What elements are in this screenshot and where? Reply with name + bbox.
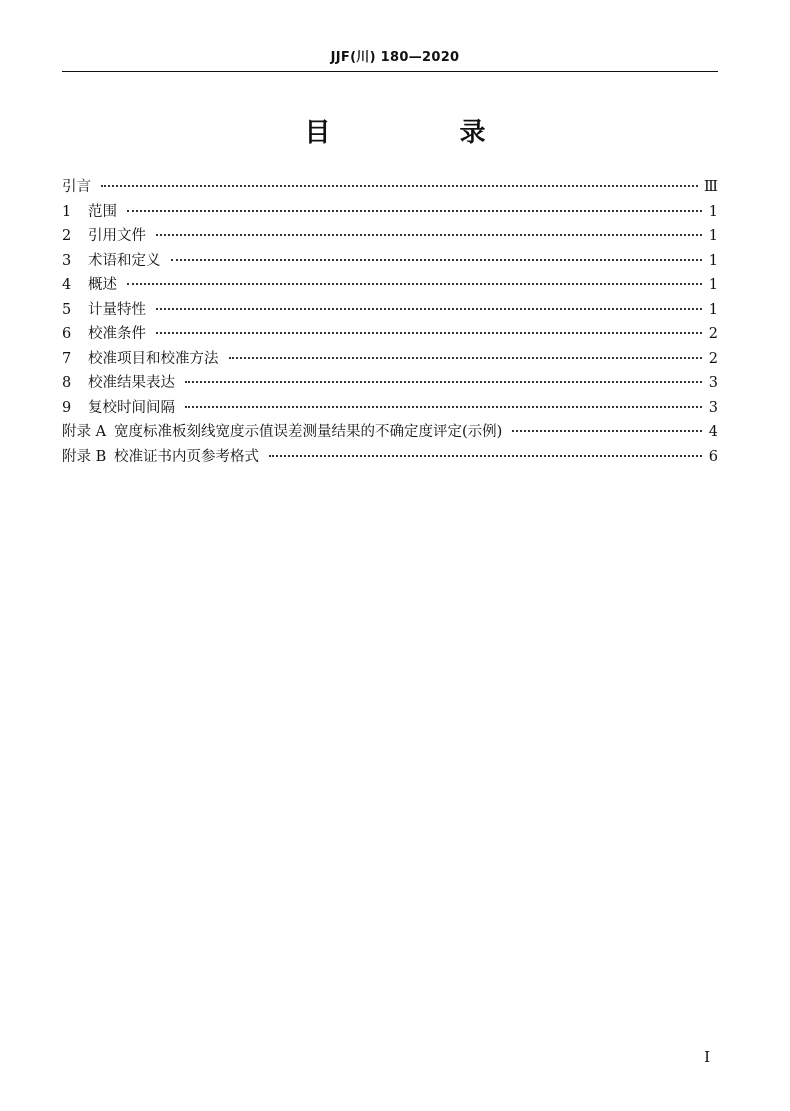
toc-entry-label <box>62 322 146 343</box>
toc-dot-leader <box>185 406 702 408</box>
toc-dot-leader <box>156 308 702 310</box>
toc-entry-page: 6 <box>708 448 718 465</box>
toc-entry-page: 1 <box>708 228 718 244</box>
toc-dot-leader <box>229 357 703 359</box>
toc-entry-label <box>62 298 146 319</box>
toc-entry-title: 复校时间间隔 <box>88 399 175 416</box>
toc-entry-page: 3 <box>708 399 718 416</box>
toc-entry[interactable] <box>62 371 718 396</box>
toc-entry-title: 校准项目和校准方法 <box>88 350 219 367</box>
toc-entry-number: 9 <box>62 399 72 416</box>
page-title: 目 录 <box>304 118 546 148</box>
toc-entry-label <box>62 420 502 441</box>
toc-entry-number: 8 <box>62 375 72 391</box>
toc-entry-title: 计量特性 <box>88 301 146 318</box>
toc-dot-leader <box>269 455 702 457</box>
toc-entry-page: 1 <box>708 277 718 293</box>
table-of-contents <box>62 175 718 469</box>
toc-entry-label <box>62 224 146 245</box>
toc-entry-label <box>62 273 117 294</box>
toc-entry-title: 校准证书内页参考格式 <box>114 448 259 465</box>
toc-entry-title: 宽度标准板刻线宽度示值误差测量结果的不确定度评定(示例) <box>114 424 503 440</box>
toc-dot-leader <box>185 381 702 383</box>
toc-dot-leader <box>127 210 702 212</box>
toc-entry-page: Ⅲ <box>704 179 718 195</box>
toc-entry-label <box>62 396 175 417</box>
toc-entry-label <box>62 249 161 270</box>
toc-entry-number: 6 <box>62 326 72 342</box>
toc-entry-number: 5 <box>62 301 72 318</box>
toc-entry-title: 校准条件 <box>88 326 146 342</box>
toc-entry[interactable] <box>62 273 718 298</box>
toc-dot-leader <box>127 283 702 285</box>
toc-dot-leader <box>156 234 702 236</box>
toc-entry-title: 概述 <box>88 277 117 293</box>
toc-entry-number: 3 <box>62 252 72 269</box>
toc-entry-number: 附录 A <box>62 424 107 440</box>
toc-entry-label <box>62 175 91 196</box>
toc-entry-number: 4 <box>62 277 72 293</box>
toc-entry-page: 1 <box>708 252 718 269</box>
toc-entry-label <box>62 371 175 392</box>
toc-entry[interactable] <box>62 200 718 225</box>
toc-entry-page: 4 <box>708 424 718 440</box>
toc-dot-leader <box>171 259 703 261</box>
toc-entry[interactable] <box>62 224 718 249</box>
toc-entry-number: 附录 B <box>62 448 107 465</box>
toc-entry-title: 范围 <box>88 203 117 220</box>
toc-entry[interactable] <box>62 298 718 323</box>
toc-dot-leader <box>101 185 698 187</box>
toc-entry-number: 7 <box>62 350 72 367</box>
toc-entry[interactable] <box>62 396 718 421</box>
toc-entry-number: 2 <box>62 228 72 244</box>
toc-entry[interactable] <box>62 322 718 347</box>
toc-entry[interactable] <box>62 420 718 445</box>
header-rule <box>62 71 718 72</box>
toc-entry[interactable] <box>62 347 718 372</box>
toc-dot-leader <box>512 430 702 432</box>
toc-entry-label <box>62 200 117 221</box>
toc-dot-leader <box>156 332 702 334</box>
toc-entry-title: 术语和定义 <box>88 252 161 269</box>
page-number: I <box>704 1048 710 1066</box>
toc-entry-label <box>62 445 259 466</box>
toc-entry-title: 引言 <box>62 179 91 195</box>
document-header-code: JJF(川) 180—2020 <box>330 50 460 65</box>
toc-entry-number: 1 <box>62 203 72 220</box>
toc-entry-label <box>62 347 219 368</box>
toc-entry-page: 1 <box>708 203 718 220</box>
toc-entry[interactable] <box>62 175 718 200</box>
toc-entry-page: 3 <box>708 375 718 391</box>
toc-entry-page: 2 <box>708 326 718 342</box>
toc-entry-page: 2 <box>708 350 718 367</box>
toc-entry[interactable] <box>62 445 718 470</box>
toc-entry-title: 引用文件 <box>88 228 146 244</box>
toc-entry[interactable] <box>62 249 718 274</box>
toc-entry-title: 校准结果表达 <box>88 375 175 391</box>
toc-entry-page: 1 <box>708 301 718 318</box>
